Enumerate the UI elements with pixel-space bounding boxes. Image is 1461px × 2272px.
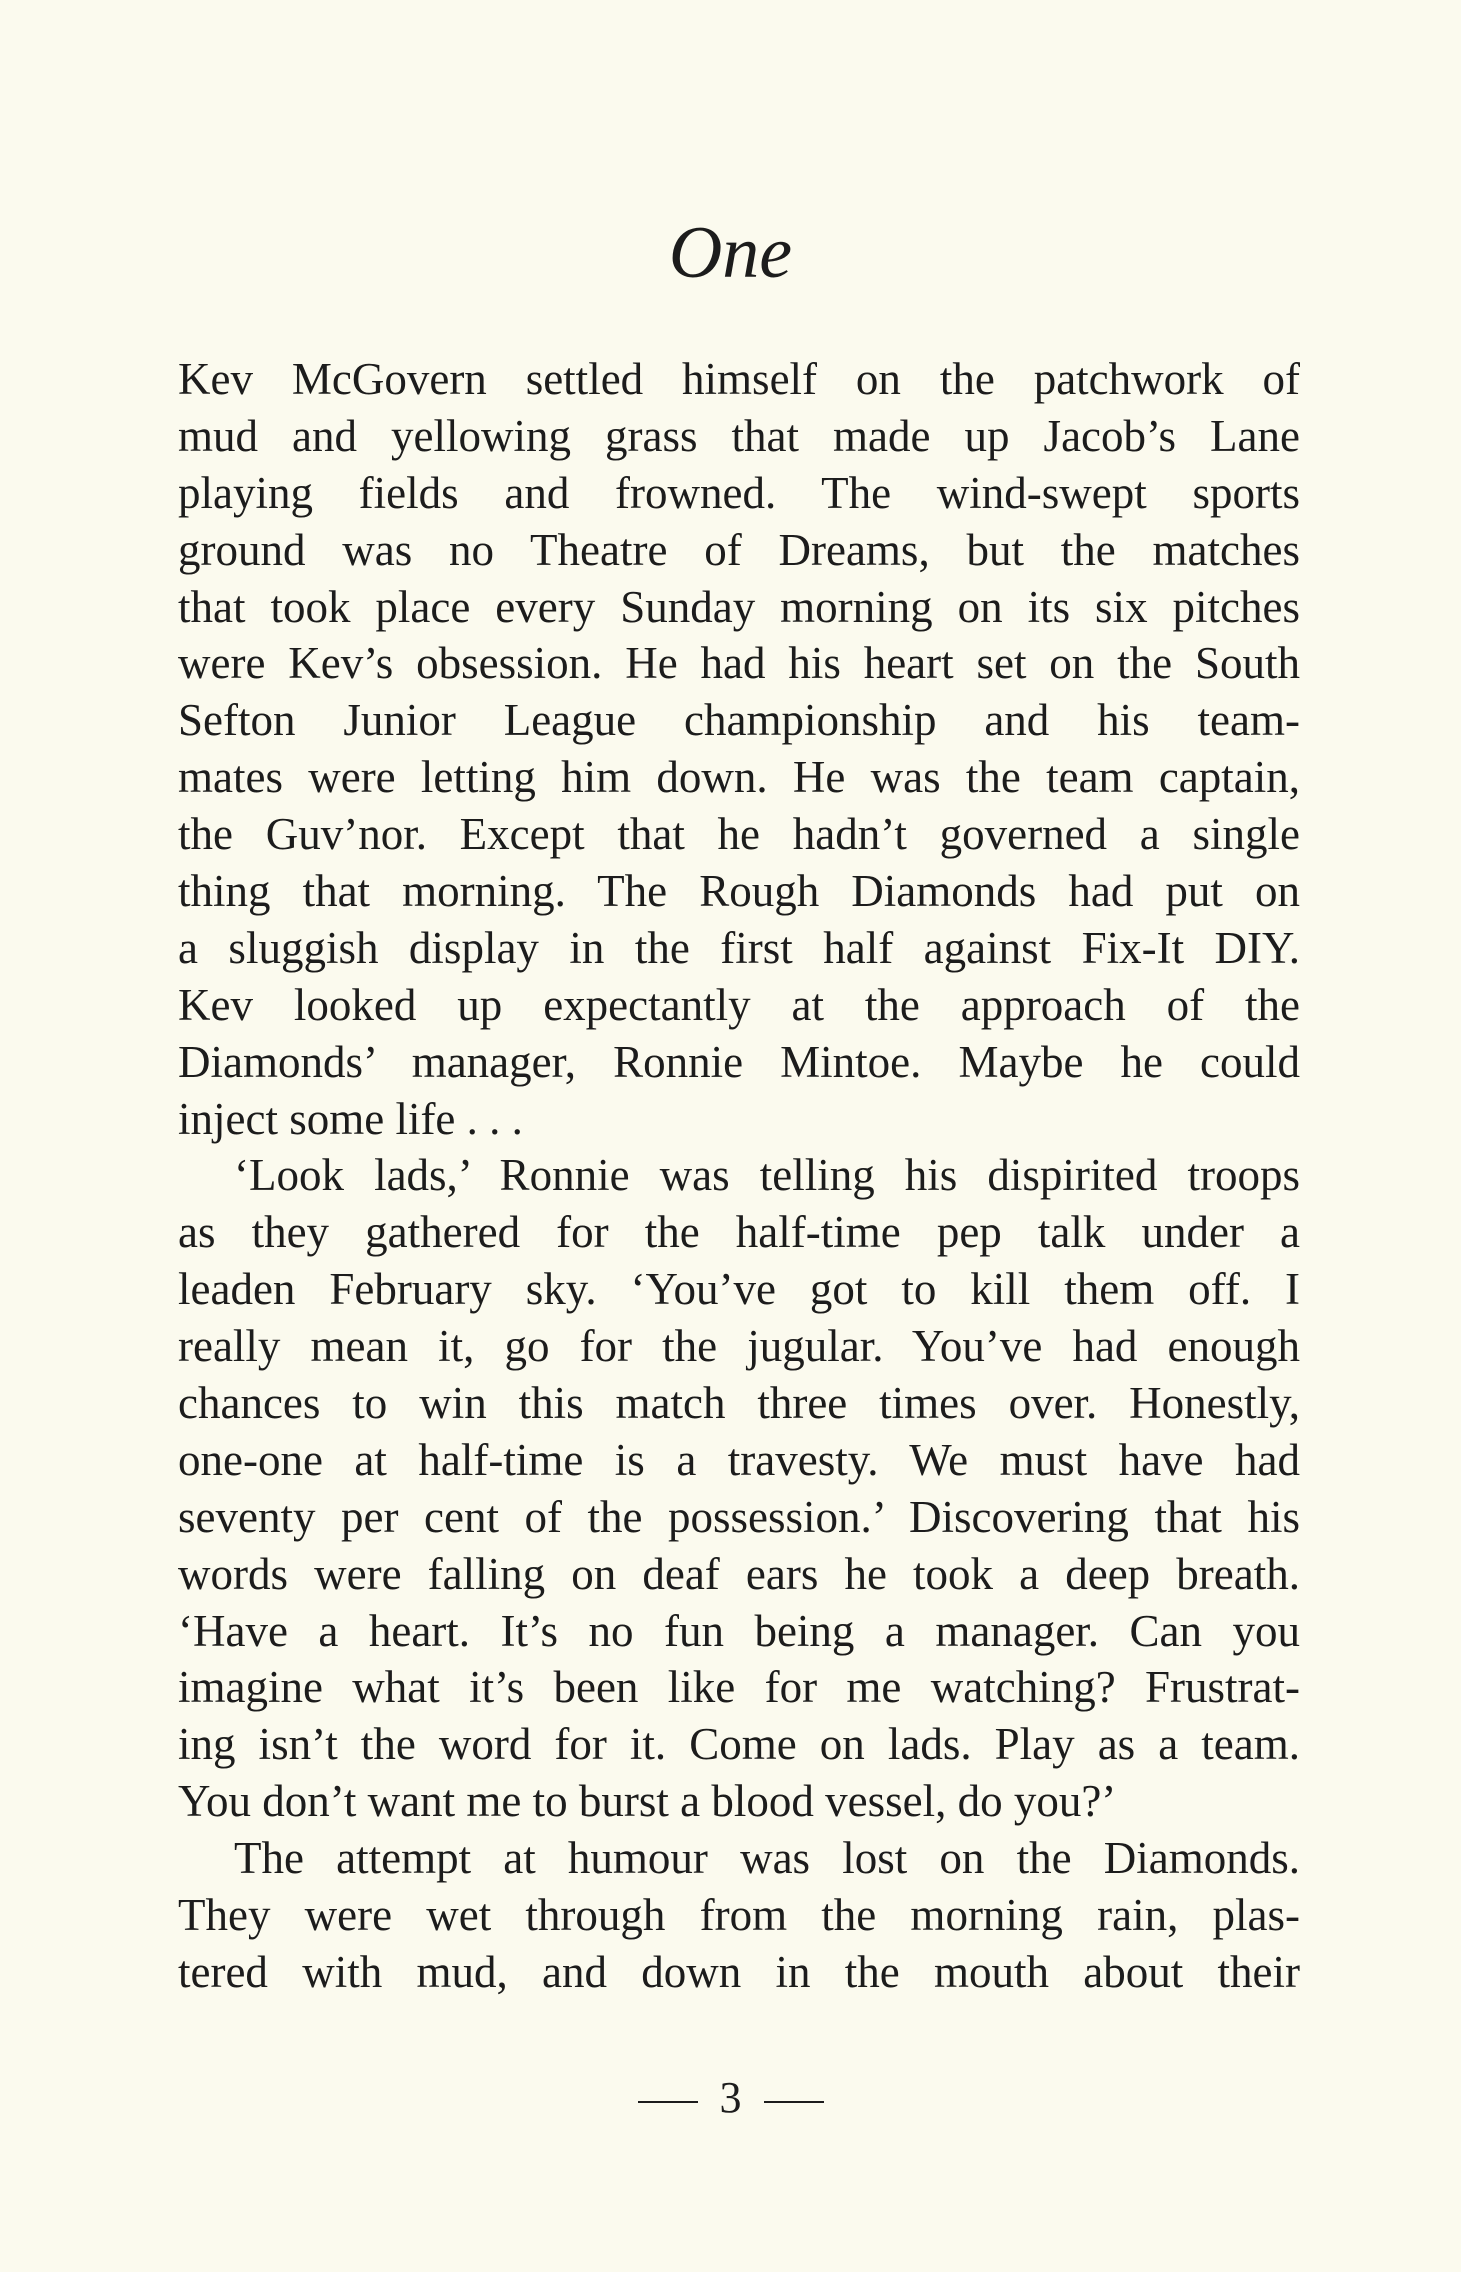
folio-rule-left [638,2101,698,2103]
text-line: tered with mud, and down in the mouth about their [178,1946,1300,1997]
text-line: a sluggish display in the first half against Fix-It DIY. [178,922,1300,973]
folio-rule-right [764,2101,824,2103]
text-line: leaden February sky. ‘You’ve got to kill them off. I [178,1264,1300,1315]
text-line: really mean it, go for the jugular. You’ve had enough [178,1321,1300,1372]
text-line: that took place every Sunday morning on its six pitches [178,581,1300,632]
text-line: playing fields and frowned. The wind-swept sports [178,467,1300,518]
text-line: inject some life . . . [178,1093,523,1144]
body-text [178,351,1300,2001]
text-line: one-one at half-time is a travesty. We must have had [178,1434,1300,1485]
text-line: ground was no Theatre of Dreams, but the matches [178,524,1300,575]
text-line: Kev looked up expectantly at the approach of the [178,979,1300,1030]
text-line: You don’t want me to burst a blood vessel, do you?’ [178,1776,1117,1827]
text-line: ‘Look lads,’ Ronnie was telling his dispirited troops [234,1150,1300,1201]
text-line: were Kev’s obsession. He had his heart set on the South [178,638,1300,689]
text-line: Diamonds’ manager, Ronnie Mintoe. Maybe he could [178,1036,1300,1087]
text-line: mud and yellowing grass that made up Jacob’s Lane [178,410,1300,461]
text-line: They were wet through from the morning rain, plas- [178,1890,1300,1941]
text-line: the Guv’nor. Except that he hadn’t governed a single [178,809,1300,860]
text-line: The attempt at humour was lost on the Diamonds. [234,1833,1300,1884]
text-line: thing that morning. The Rough Diamonds had put on [178,866,1300,917]
text-line: Sefton Junior League championship and his team- [178,695,1300,746]
text-line: as they gathered for the half-time pep talk under a [178,1207,1300,1258]
text-line: Kev McGovern settled himself on the patchwork of [178,354,1300,404]
text-line: words were falling on deaf ears he took a deep breath. [178,1548,1300,1599]
page-number: 3 [719,2073,742,2122]
text-line: imagine what it’s been like for me watching? Frustrat- [178,1662,1300,1713]
text-line: ing isn’t the word for it. Come on lads. Play as a team. [178,1719,1300,1770]
chapter-title: One [668,212,793,294]
page-number-footer [0,2070,1461,2126]
text-line: seventy per cent of the possession.’ Discovering that his [178,1491,1300,1542]
text-line: mates were letting him down. He was the team captain, [178,752,1300,803]
text-line: ‘Have a heart. It’s no fun being a manager. Can you [178,1605,1300,1656]
text-line: chances to win this match three times over. Honestly, [178,1378,1300,1429]
